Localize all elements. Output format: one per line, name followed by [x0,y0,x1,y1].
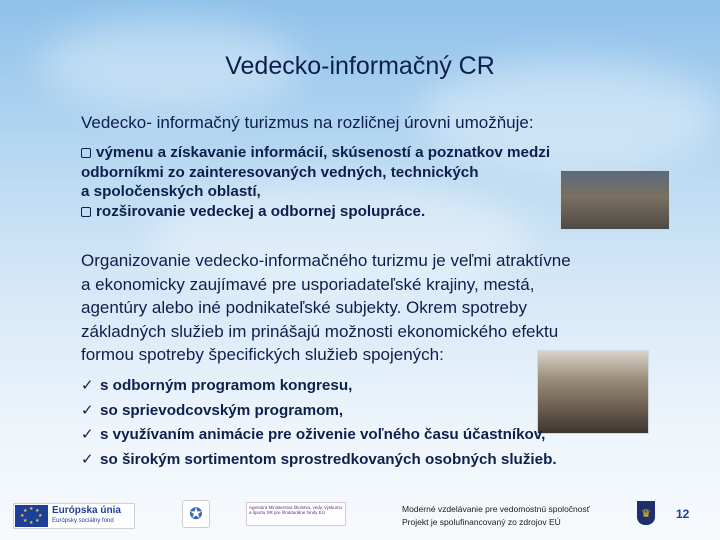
page-number: 12 [676,507,690,521]
intro-text: Vedecko- informačný turizmus na rozličnej úrovni umožňuje: [81,113,534,132]
checkbox-bullet-icon [81,148,91,158]
conference-hall-photo [560,170,670,230]
eu-logo-title: Európska únia [52,505,121,516]
slide-title: Vedecko-informačný CR [225,52,495,80]
check-icon: ✓ [81,401,94,419]
check-icon: ✓ [81,377,94,394]
eu-flag-icon: ★ ★ ★ ★ ★ ★ ★ ★ [15,505,48,527]
eu-logo [13,503,135,529]
list-item: ✓ s odborným programom kongresu, [81,374,681,399]
list-item: rozširovanie vedeckej a odbornej spolupráce. [81,202,661,222]
list-item: ✓ s využívaním animácie pre oživenie voľného času účastníkov, [81,423,681,448]
list-item: výmenu a získavanie informácií, skúseností a poznatkov medzi [81,143,661,163]
list-item: ✓ so sprievodcovským programom, [81,399,681,424]
list-item: odborníkmi zo zainteresovaných vedných, technických [81,163,479,181]
star-circle-logo-icon: ✪ [182,500,210,528]
checkbox-bullet-icon [81,207,91,217]
main-paragraph: Organizovanie vedecko-informačného turizmu je veľmi atraktívne a ekonomicky zaujímavé pre usporiadateľské krajiny, mestá, agentúry alebo iné podnikateľské subjekty. Okrem spotreby základných služieb im prinášajú možnosti ekonomického efektu formou spotreby špecifických služieb spojených: [81,251,571,365]
footer-project-text: Moderné vzdelávanie pre vedomostnú spoločnosť Projekt je spolufinancovaný zo zdrojov EÚ [402,504,590,527]
university-crest-icon: ♛ [637,501,655,525]
list-item: ✓ so širokým sortimentom sprostredkovaných osobných služieb. [81,448,681,473]
check-icon: ✓ [81,426,94,444]
check-bullet-list [81,374,681,472]
agency-logo: Agentúra Ministerstva školstva, vedy, výskumu a športu SR pre štrukturálne fondy EÚ [246,502,346,526]
eu-logo-subtitle: Európsky sociálny fond [52,518,114,524]
list-item: a spoločenských oblastí, [81,183,261,200]
check-icon: ✓ [81,450,94,468]
